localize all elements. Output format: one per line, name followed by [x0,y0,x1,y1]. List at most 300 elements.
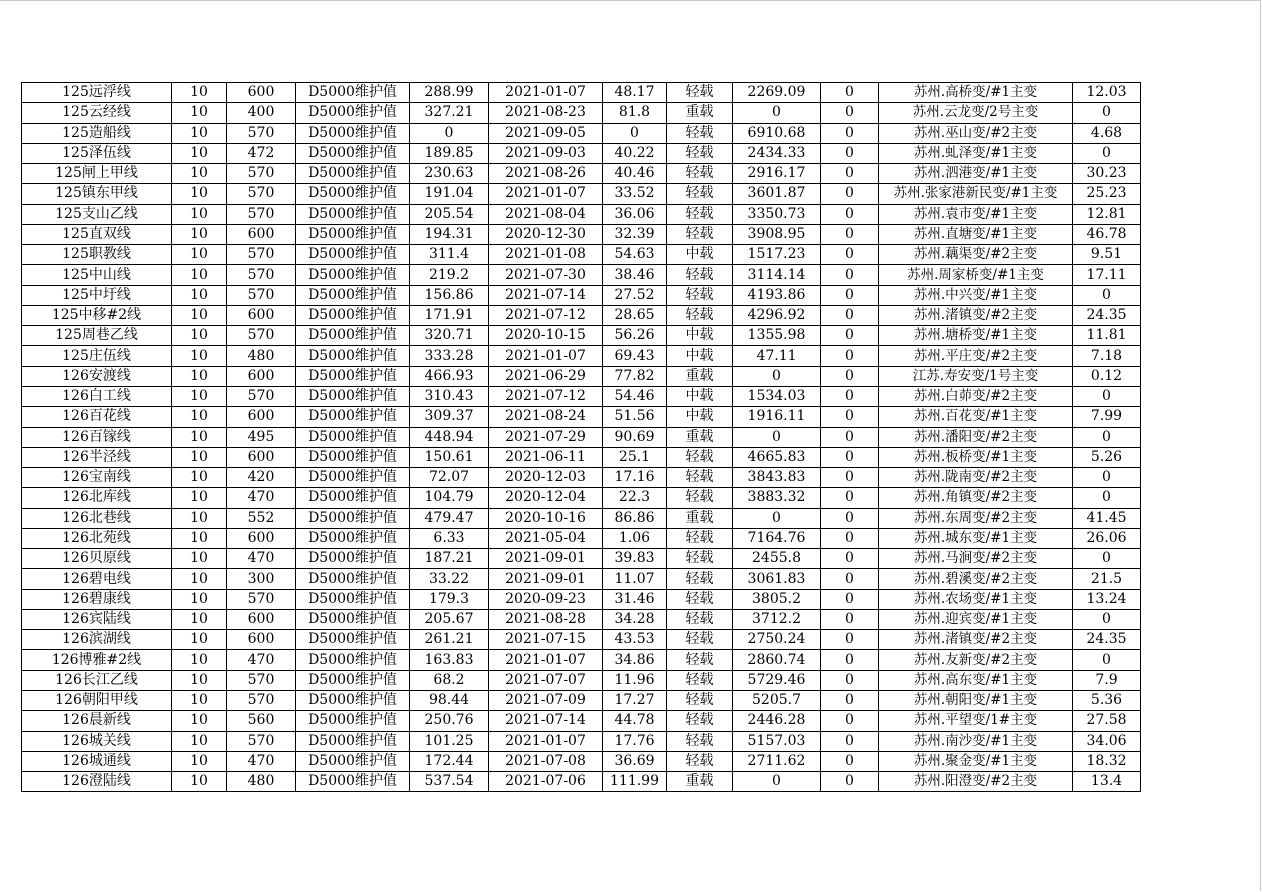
cell-substation-transformer: 苏州.巫山变/#2主变 [879,123,1073,143]
cell-spare-capacity: 0 [733,103,821,123]
cell-voltage: 10 [172,508,227,528]
cell-transformer-load: 24.35 [1073,305,1141,325]
cell-spare-capacity: 2269.09 [733,83,821,103]
cell-load-rate: 17.76 [603,731,667,751]
cell-data-source: D5000维护值 [296,265,410,285]
cell-transformer-load: 13.24 [1073,589,1141,609]
cell-substation-transformer: 苏州.碧溪变/#2主变 [879,569,1073,589]
cell-substation-transformer: 苏州.平庄变/#2主变 [879,346,1073,366]
cell-rated-current: 570 [227,123,296,143]
cell-load-rate: 25.1 [603,447,667,467]
cell-load-rate: 34.86 [603,650,667,670]
cell-current-value: 219.2 [410,265,489,285]
cell-load-status: 轻载 [667,164,733,184]
cell-current-value: 448.94 [410,427,489,447]
cell-line-name: 125中山线 [22,265,172,285]
cell-count: 0 [821,103,879,123]
cell-voltage: 10 [172,569,227,589]
cell-load-rate: 111.99 [603,772,667,792]
table-row [22,528,1141,548]
cell-spare-capacity: 7164.76 [733,528,821,548]
cell-date: 2021-09-05 [489,123,603,143]
cell-spare-capacity: 0 [733,508,821,528]
cell-voltage: 10 [172,549,227,569]
table-row [22,690,1141,710]
cell-count: 0 [821,488,879,508]
cell-spare-capacity: 2916.17 [733,164,821,184]
cell-voltage: 10 [172,589,227,609]
cell-load-rate: 27.52 [603,285,667,305]
cell-current-value: 311.4 [410,245,489,265]
cell-transformer-load: 21.5 [1073,569,1141,589]
cell-voltage: 10 [172,630,227,650]
cell-date: 2021-07-09 [489,690,603,710]
cell-data-source: D5000维护值 [296,184,410,204]
cell-rated-current: 600 [227,224,296,244]
table-row [22,326,1141,346]
cell-voltage: 10 [172,731,227,751]
cell-data-source: D5000维护值 [296,731,410,751]
cell-line-name: 126北苑线 [22,528,172,548]
cell-load-status: 轻载 [667,731,733,751]
cell-substation-transformer: 苏州.塘桥变/#1主变 [879,326,1073,346]
cell-date: 2021-01-07 [489,346,603,366]
cell-current-value: 172.44 [410,751,489,771]
cell-transformer-load: 25.23 [1073,184,1141,204]
cell-voltage: 10 [172,83,227,103]
cell-substation-transformer: 苏州.友新变/#2主变 [879,650,1073,670]
cell-current-value: 156.86 [410,285,489,305]
cell-voltage: 10 [172,143,227,163]
cell-load-status: 中载 [667,386,733,406]
cell-transformer-load: 0 [1073,609,1141,629]
table-row [22,589,1141,609]
cell-spare-capacity: 0 [733,366,821,386]
cell-load-status: 轻载 [667,285,733,305]
cell-voltage: 10 [172,285,227,305]
cell-spare-capacity: 5157.03 [733,731,821,751]
cell-substation-transformer: 苏州.渚镇变/#2主变 [879,305,1073,325]
cell-load-status: 轻载 [667,468,733,488]
feeder-load-table [21,82,1141,792]
cell-date: 2021-08-04 [489,204,603,224]
cell-load-rate: 17.27 [603,690,667,710]
cell-transformer-load: 0 [1073,468,1141,488]
cell-date: 2021-01-07 [489,83,603,103]
cell-load-status: 轻载 [667,569,733,589]
cell-current-value: 171.91 [410,305,489,325]
table-row [22,650,1141,670]
cell-current-value: 187.21 [410,549,489,569]
cell-load-rate: 77.82 [603,366,667,386]
cell-load-rate: 32.39 [603,224,667,244]
cell-load-status: 中载 [667,346,733,366]
cell-data-source: D5000维护值 [296,488,410,508]
table-row [22,772,1141,792]
cell-transformer-load: 0.12 [1073,366,1141,386]
cell-count: 0 [821,589,879,609]
cell-load-rate: 38.46 [603,265,667,285]
cell-rated-current: 480 [227,346,296,366]
cell-count: 0 [821,569,879,589]
cell-data-source: D5000维护值 [296,589,410,609]
cell-rated-current: 570 [227,184,296,204]
cell-count: 0 [821,468,879,488]
cell-count: 0 [821,346,879,366]
cell-line-name: 126百镓线 [22,427,172,447]
table-row [22,305,1141,325]
cell-spare-capacity: 1534.03 [733,386,821,406]
cell-current-value: 33.22 [410,569,489,589]
cell-transformer-load: 5.26 [1073,447,1141,467]
cell-count: 0 [821,731,879,751]
cell-line-name: 126博雅#2线 [22,650,172,670]
cell-voltage: 10 [172,123,227,143]
cell-transformer-load: 11.81 [1073,326,1141,346]
cell-voltage: 10 [172,447,227,467]
cell-substation-transformer: 苏州.泗港变/#1主变 [879,164,1073,184]
cell-voltage: 10 [172,751,227,771]
cell-count: 0 [821,670,879,690]
cell-spare-capacity: 6910.68 [733,123,821,143]
cell-rated-current: 600 [227,630,296,650]
cell-rated-current: 570 [227,589,296,609]
table-row [22,711,1141,731]
cell-spare-capacity: 47.11 [733,346,821,366]
cell-spare-capacity: 5205.7 [733,690,821,710]
cell-current-value: 163.83 [410,650,489,670]
cell-current-value: 72.07 [410,468,489,488]
cell-date: 2020-12-04 [489,488,603,508]
table-row [22,123,1141,143]
cell-load-status: 轻载 [667,265,733,285]
cell-substation-transformer: 苏州.袁市变/#1主变 [879,204,1073,224]
cell-spare-capacity: 3805.2 [733,589,821,609]
cell-load-status: 轻载 [667,528,733,548]
cell-line-name: 126碧电线 [22,569,172,589]
table-row [22,143,1141,163]
table-row [22,265,1141,285]
cell-line-name: 125中圩线 [22,285,172,305]
cell-date: 2020-10-16 [489,508,603,528]
cell-line-name: 126半泾线 [22,447,172,467]
cell-line-name: 126贝原线 [22,549,172,569]
cell-spare-capacity: 2750.24 [733,630,821,650]
cell-transformer-load: 12.03 [1073,83,1141,103]
table-row [22,245,1141,265]
cell-data-source: D5000维护值 [296,508,410,528]
cell-substation-transformer: 苏州.直塘变/#1主变 [879,224,1073,244]
cell-data-source: D5000维护值 [296,366,410,386]
cell-transformer-load: 0 [1073,488,1141,508]
cell-voltage: 10 [172,427,227,447]
table-row [22,366,1141,386]
cell-load-rate: 11.07 [603,569,667,589]
cell-substation-transformer: 苏州.迎宾变/#1主变 [879,609,1073,629]
cell-data-source: D5000维护值 [296,427,410,447]
cell-spare-capacity: 4193.86 [733,285,821,305]
cell-load-rate: 17.16 [603,468,667,488]
table-row [22,224,1141,244]
cell-data-source: D5000维护值 [296,690,410,710]
cell-spare-capacity: 2446.28 [733,711,821,731]
cell-current-value: 191.04 [410,184,489,204]
cell-rated-current: 570 [227,670,296,690]
cell-count: 0 [821,772,879,792]
cell-load-status: 轻载 [667,447,733,467]
cell-rated-current: 570 [227,731,296,751]
cell-load-rate: 11.96 [603,670,667,690]
cell-spare-capacity: 2711.62 [733,751,821,771]
cell-data-source: D5000维护值 [296,83,410,103]
cell-transformer-load: 41.45 [1073,508,1141,528]
cell-count: 0 [821,366,879,386]
cell-spare-capacity: 5729.46 [733,670,821,690]
cell-count: 0 [821,630,879,650]
cell-transformer-load: 0 [1073,103,1141,123]
cell-substation-transformer: 苏州.百花变/#1主变 [879,407,1073,427]
cell-rated-current: 570 [227,690,296,710]
cell-transformer-load: 0 [1073,549,1141,569]
cell-voltage: 10 [172,609,227,629]
cell-line-name: 126北巷线 [22,508,172,528]
cell-count: 0 [821,447,879,467]
cell-substation-transformer: 苏州.渚镇变/#2主变 [879,630,1073,650]
cell-data-source: D5000维护值 [296,123,410,143]
cell-line-name: 125远浮线 [22,83,172,103]
cell-rated-current: 480 [227,772,296,792]
cell-data-source: D5000维护值 [296,285,410,305]
cell-date: 2021-07-08 [489,751,603,771]
cell-voltage: 10 [172,265,227,285]
cell-line-name: 125中移#2线 [22,305,172,325]
cell-spare-capacity: 2434.33 [733,143,821,163]
cell-voltage: 10 [172,690,227,710]
cell-line-name: 126朝阳甲线 [22,690,172,710]
cell-line-name: 126长江乙线 [22,670,172,690]
cell-date: 2021-07-07 [489,670,603,690]
cell-current-value: 320.71 [410,326,489,346]
cell-data-source: D5000维护值 [296,224,410,244]
table-row [22,204,1141,224]
cell-spare-capacity: 3712.2 [733,609,821,629]
table-row [22,427,1141,447]
cell-date: 2021-01-08 [489,245,603,265]
cell-spare-capacity: 3114.14 [733,265,821,285]
cell-substation-transformer: 苏州.中兴变/#1主变 [879,285,1073,305]
cell-data-source: D5000维护值 [296,468,410,488]
table-row [22,488,1141,508]
cell-spare-capacity: 0 [733,427,821,447]
cell-substation-transformer: 苏州.高桥变/#1主变 [879,83,1073,103]
cell-data-source: D5000维护值 [296,103,410,123]
cell-rated-current: 600 [227,407,296,427]
cell-load-status: 轻载 [667,711,733,731]
cell-date: 2020-10-15 [489,326,603,346]
cell-line-name: 126碧康线 [22,589,172,609]
cell-transformer-load: 34.06 [1073,731,1141,751]
cell-count: 0 [821,164,879,184]
cell-load-rate: 40.22 [603,143,667,163]
cell-line-name: 126城通线 [22,751,172,771]
cell-load-rate: 36.69 [603,751,667,771]
cell-count: 0 [821,407,879,427]
cell-load-status: 轻载 [667,630,733,650]
cell-spare-capacity: 1517.23 [733,245,821,265]
cell-data-source: D5000维护值 [296,528,410,548]
cell-rated-current: 570 [227,204,296,224]
cell-date: 2021-05-04 [489,528,603,548]
cell-voltage: 10 [172,103,227,123]
table-row [22,83,1141,103]
cell-count: 0 [821,528,879,548]
cell-date: 2021-07-29 [489,427,603,447]
cell-transformer-load: 5.36 [1073,690,1141,710]
cell-load-status: 轻载 [667,83,733,103]
cell-voltage: 10 [172,468,227,488]
cell-data-source: D5000维护值 [296,670,410,690]
cell-load-status: 轻载 [667,488,733,508]
cell-load-status: 轻载 [667,751,733,771]
cell-rated-current: 600 [227,528,296,548]
cell-load-rate: 54.46 [603,386,667,406]
cell-line-name: 126白工线 [22,386,172,406]
cell-substation-transformer: 苏州.板桥变/#1主变 [879,447,1073,467]
cell-date: 2021-08-24 [489,407,603,427]
cell-spare-capacity: 0 [733,772,821,792]
cell-date: 2021-07-12 [489,386,603,406]
cell-voltage: 10 [172,204,227,224]
cell-substation-transformer: 苏州.白茆变/#2主变 [879,386,1073,406]
cell-current-value: 327.21 [410,103,489,123]
cell-date: 2021-07-12 [489,305,603,325]
cell-count: 0 [821,650,879,670]
cell-load-status: 轻载 [667,123,733,143]
cell-rated-current: 600 [227,609,296,629]
cell-count: 0 [821,386,879,406]
table-row [22,407,1141,427]
cell-substation-transformer: 苏州.南沙变/#1主变 [879,731,1073,751]
cell-rated-current: 300 [227,569,296,589]
cell-data-source: D5000维护值 [296,143,410,163]
cell-count: 0 [821,265,879,285]
cell-count: 0 [821,549,879,569]
cell-substation-transformer: 苏州.高东变/#1主变 [879,670,1073,690]
cell-current-value: 230.63 [410,164,489,184]
cell-spare-capacity: 4296.92 [733,305,821,325]
cell-data-source: D5000维护值 [296,245,410,265]
table-row [22,609,1141,629]
cell-transformer-load: 18.32 [1073,751,1141,771]
cell-count: 0 [821,245,879,265]
cell-line-name: 126晨新线 [22,711,172,731]
cell-count: 0 [821,204,879,224]
cell-load-status: 轻载 [667,143,733,163]
cell-load-status: 重载 [667,772,733,792]
cell-rated-current: 570 [227,285,296,305]
cell-date: 2021-01-07 [489,731,603,751]
cell-data-source: D5000维护值 [296,326,410,346]
cell-rated-current: 552 [227,508,296,528]
cell-current-value: 479.47 [410,508,489,528]
cell-data-source: D5000维护值 [296,386,410,406]
cell-date: 2021-06-29 [489,366,603,386]
cell-voltage: 10 [172,326,227,346]
cell-line-name: 125周巷乙线 [22,326,172,346]
cell-transformer-load: 0 [1073,285,1141,305]
cell-voltage: 10 [172,366,227,386]
cell-substation-transformer: 苏州.张家港新民变/#1主变 [879,184,1073,204]
cell-spare-capacity: 3601.87 [733,184,821,204]
cell-load-status: 轻载 [667,204,733,224]
cell-count: 0 [821,326,879,346]
cell-current-value: 189.85 [410,143,489,163]
table-row [22,285,1141,305]
cell-rated-current: 470 [227,549,296,569]
cell-load-status: 轻载 [667,549,733,569]
cell-substation-transformer: 苏州.农场变/#1主变 [879,589,1073,609]
cell-line-name: 125镇东甲线 [22,184,172,204]
cell-load-rate: 90.69 [603,427,667,447]
cell-current-value: 98.44 [410,690,489,710]
cell-data-source: D5000维护值 [296,204,410,224]
cell-load-rate: 39.83 [603,549,667,569]
cell-rated-current: 495 [227,427,296,447]
cell-substation-transformer: 苏州.虬泽变/#1主变 [879,143,1073,163]
cell-transformer-load: 13.4 [1073,772,1141,792]
cell-substation-transformer: 苏州.周家桥变/#1主变 [879,265,1073,285]
table-row [22,468,1141,488]
cell-voltage: 10 [172,488,227,508]
table-row [22,569,1141,589]
cell-rated-current: 600 [227,305,296,325]
cell-date: 2021-01-07 [489,184,603,204]
cell-current-value: 466.93 [410,366,489,386]
cell-substation-transformer: 苏州.平望变/1#主变 [879,711,1073,731]
cell-date: 2021-08-28 [489,609,603,629]
cell-transformer-load: 0 [1073,143,1141,163]
cell-voltage: 10 [172,305,227,325]
cell-line-name: 125职教线 [22,245,172,265]
cell-rated-current: 472 [227,143,296,163]
table-row [22,184,1141,204]
cell-load-status: 轻载 [667,690,733,710]
cell-line-name: 126滨湖线 [22,630,172,650]
cell-current-value: 205.54 [410,204,489,224]
cell-date: 2021-07-14 [489,285,603,305]
cell-rated-current: 570 [227,386,296,406]
cell-load-rate: 51.56 [603,407,667,427]
cell-current-value: 6.33 [410,528,489,548]
cell-line-name: 125造船线 [22,123,172,143]
cell-count: 0 [821,305,879,325]
cell-voltage: 10 [172,245,227,265]
cell-count: 0 [821,508,879,528]
cell-line-name: 126澄陆线 [22,772,172,792]
cell-date: 2021-07-14 [489,711,603,731]
cell-substation-transformer: 苏州.云龙变/2号主变 [879,103,1073,123]
cell-line-name: 125支山乙线 [22,204,172,224]
cell-load-status: 轻载 [667,305,733,325]
cell-rated-current: 470 [227,488,296,508]
cell-load-rate: 31.46 [603,589,667,609]
cell-substation-transformer: 苏州.阳澄变/#2主变 [879,772,1073,792]
table-row [22,346,1141,366]
cell-rated-current: 570 [227,326,296,346]
cell-count: 0 [821,123,879,143]
cell-data-source: D5000维护值 [296,650,410,670]
cell-load-rate: 54.63 [603,245,667,265]
